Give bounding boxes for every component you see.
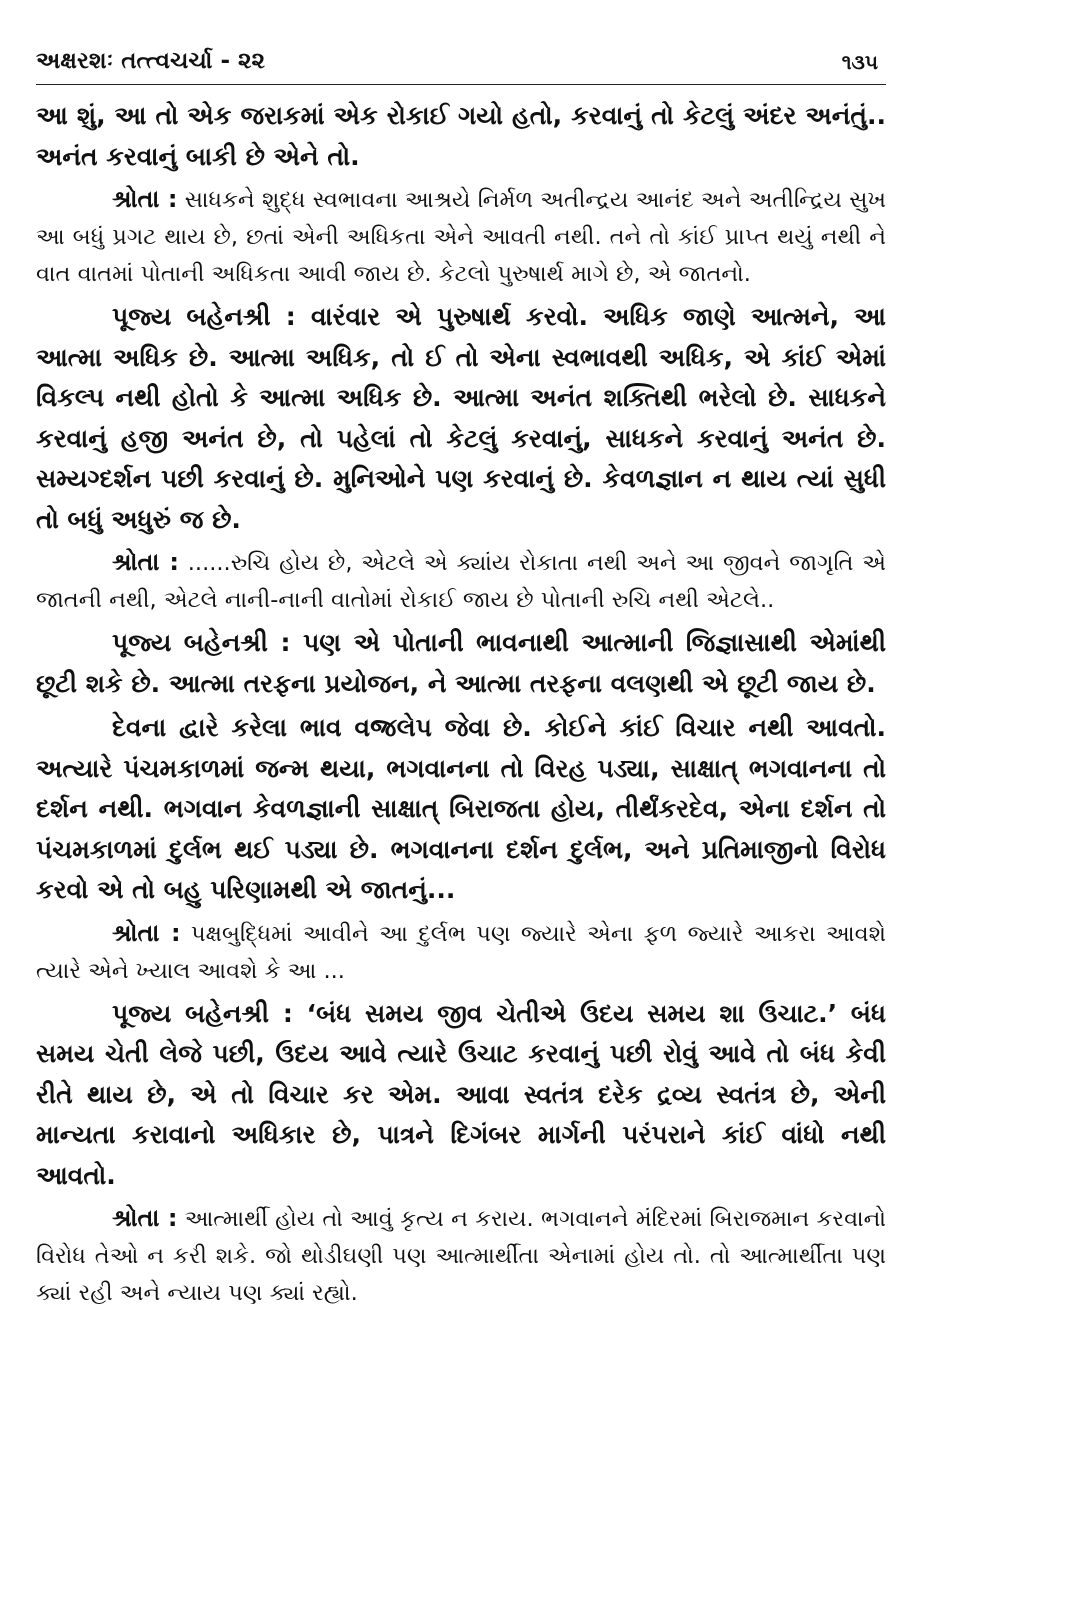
- speaker-label: શ્રોતા :: [112, 1204, 178, 1232]
- paragraph-text: વારંવાર એ પુરુષાર્થ કરવો. અધિક જાણે આત્મને, આ આત્મા અધિક છે. આત્મા અધિક, તો ઈ તો એના સ્વભાવથી અધિક, એ કાંઈ એમાં વિકલ્પ નથી હોતો કે આત્મા અધિક છે. આત્મા અનંત શક્તિથી ભરેલો છે. સાધકને કરવાનું હજી અનંત છે, તો પહેલાં તો કેટલું કરવાનું, સાધકને કરવાનું અનંત છે. સમ્યગ્દર્શન પછી કરવાનું છે. મુનિઓને પણ કરવાનું છે. કેવળજ્ઞાન ન થાય ત્યાં સુધી તો બધું અધુરું જ છે.: [36, 302, 886, 534]
- speaker-label: પૂજ્ય બહેનશ્રી :: [112, 628, 291, 657]
- paragraph-continuation: [36, 96, 886, 177]
- speaker-label: શ્રોતા :: [112, 548, 179, 576]
- paragraph-bahenshri: [36, 994, 886, 1197]
- paragraph-text: પણ એ પોતાની ભાવનાથી આત્માની જિજ્ઞાસાથી એમાંથી છૂટી શકે છે. આત્મા તરફના પ્રયોજન, ને આત્મા તરફના વલણથી એ છૂટી જાય છે.: [36, 628, 886, 698]
- paragraph-listener: [36, 1200, 886, 1312]
- paragraph-bahenshri-continued: [36, 708, 886, 911]
- speaker-label: પૂજ્ય બહેનશ્રી :: [112, 302, 296, 331]
- page-number: ૧૩૫: [841, 50, 878, 74]
- speaker-label: પૂજ્ય બહેનશ્રી :: [112, 998, 293, 1028]
- paragraph-text: આ શું, આ તો એક જરાકમાં એક રોકાઈ ગયો હતો, કરવાનું તો કેટલું અંદર અનંતું.. અનંત કરવાનું બાકી છે એને તો.: [36, 101, 886, 171]
- paragraph-listener: [36, 544, 886, 619]
- paragraph-text: આત્માર્થી હોય તો આવું કૃત્ય ન કરાય. ભગવાનને મંદિરમાં બિરાજમાન કરવાનો વિરોધ તેઓ ન કરી શકે. જો થોડીઘણી પણ આત્માર્થીતા એનામાં હોય તો. તો આત્માર્થીતા પણ ક્યાં રહી અને ન્યાય પણ ક્યાં રહ્યો.: [36, 1206, 886, 1306]
- paragraph-listener: [36, 181, 886, 293]
- speaker-label: શ્રોતા :: [112, 918, 181, 947]
- paragraph-text: સાધકને શુદ્ધ સ્વભાવના આશ્રયે નિર્મળ અતીન્દ્રય આનંદ અને અતીન્દ્રિય સુખ આ બધું પ્રગટ થાય છે, છતાં એની અધિકતા એને આવતી નથી. તને તો કાંઈ પ્રાપ્ત થયું નથી ને વાત વાતમાં પોતાની અધિકતા આવી જાય છે. કેટલો પુરુષાર્થ માગે છે, એ જાતનો.: [36, 187, 887, 287]
- running-title: અક્ષરશઃ તત્ત્વચર્ચા - ૨૨: [36, 48, 265, 74]
- paragraph-text: પક્ષબુદ્ધિમાં આવીને આ દુર્લભ પણ જ્યારે એના ફળ જ્યારે આકરા આવશે ત્યારે એને ખ્યાલ આવશે કે આ ...: [36, 920, 886, 984]
- paragraph-bahenshri: [36, 623, 886, 704]
- speaker-label: શ્રોતા :: [112, 185, 178, 213]
- paragraph-bahenshri: [36, 297, 886, 540]
- paragraph-text: દેવના દ્વારે કરેલા ભાવ વજ્રલેપ જેવા છે. કોઈને કાંઈ વિચાર નથી આવતો. અત્યારે પંચમકાળમાં જન્મ થયા, ભગવાનના તો વિરહ પડ્યા, સાક્ષાત્ ભગવાનના તો દર્શન નથી. ભગવાન કેવળજ્ઞાની સાક્ષાત્ બિરાજતા હોય, તીર્થંકરદેવ, એના દર્શન તો પંચમકાળમાં દુર્લભ થઈ પડ્યા છે. ભગવાનના દર્શન દુર્લભ, અને પ્રતિમાજીનો વિરોધ કરવો એ તો બહુ પરિણામથી એ જાતનું...: [36, 713, 886, 904]
- paragraph-text: ‘બંધ સમય જીવ ચેતીએ ઉદય સમય શા ઉચાટ.’ બંધ સમય ચેતી લેજે પછી, ઉદય આવે ત્યારે ઉચાટ કરવાનું પછી રોવું આવે તો બંધ કેવી રીતે થાય છે, એ તો વિચાર કર એમ. આવા સ્વતંત્ર દરેક દ્રવ્ય સ્વતંત્ર છે, એની માન્યતા કરાવાનો અધિકાર છે, પાત્રને દિગંબર માર્ગની પરંપરાને કાંઈ વાંધો નથી આવતો.: [36, 998, 886, 1190]
- running-header: [36, 40, 886, 85]
- paragraph-listener: [36, 915, 886, 990]
- body-text: [36, 96, 886, 1316]
- paragraph-text: ......રુચિ હોય છે, એટલે એ ક્યાંય રોકાતા નથી અને આ જીવને જાગૃતિ એ જાતની નથી, એટલે નાની-નાની વાતોમાં રોકાઈ જાય છે પોતાની રુચિ નથી એટલે..: [36, 550, 887, 613]
